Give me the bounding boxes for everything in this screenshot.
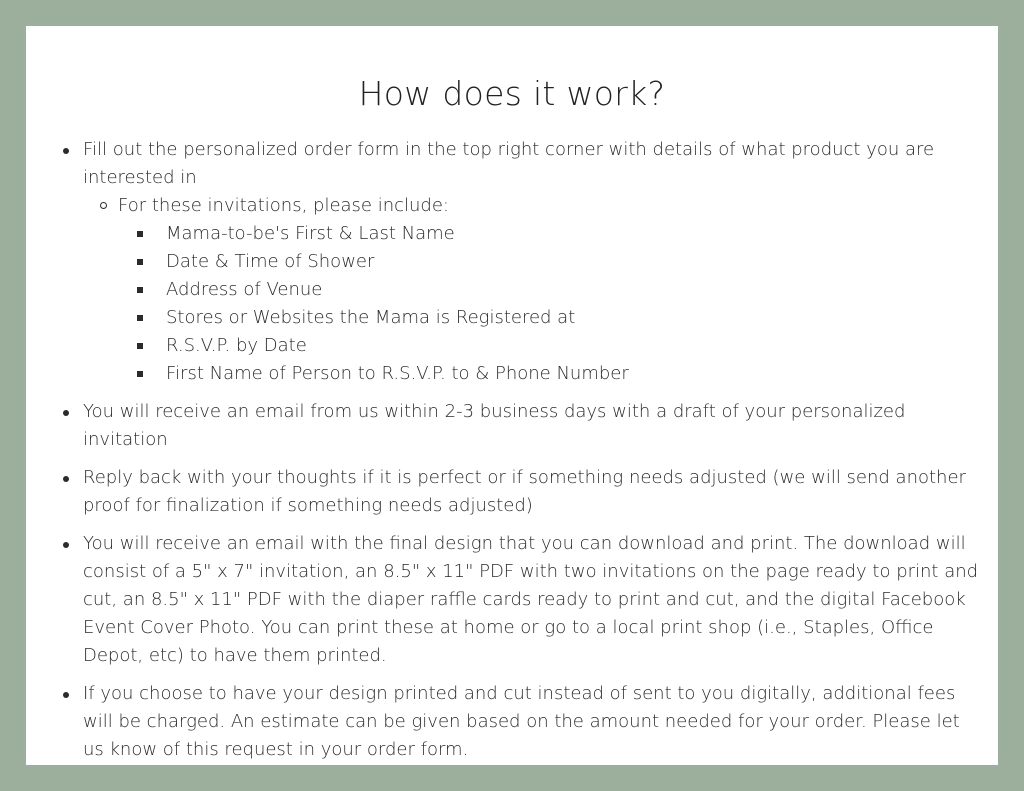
step-item: You will receive an email from us within 2-3 business days with a draft of your personalized invitation [83,398,983,454]
requirements-list [118,220,983,388]
requirement-item: Date & Time of Shower [166,248,983,276]
step-item: You will receive an email with the final design that you can download and print. The download will consist of a 5" x 7" invitation, an 8.5" x 11" PDF with two invitations on the page ready to print and cut, an 8.5" x 11" PDF with the diaper raffle cards ready to print and cut, and the digital Facebook Event Cover Photo. You can print these at home or go to a local print shop (i.e., Staples, Office Depot, etc) to have them printed. [83,530,983,670]
requirement-item: R.S.V.P. by Date [166,332,983,360]
step-text: Fill out the personalized order form in the top right corner with details of what product you are interested in [83,139,935,188]
requirement-item: Address of Venue [166,276,983,304]
info-card [26,26,998,765]
sub-list [83,192,983,388]
sub-item [118,192,983,388]
step-item [83,136,983,388]
page-title: How does it work? [358,74,666,113]
steps-list [83,136,983,774]
requirement-item: First Name of Person to R.S.V.P. to & Phone Number [166,360,983,388]
requirement-item: Mama-to-be's First & Last Name [166,220,983,248]
sub-item-text: For these invitations, please include: [118,195,449,216]
step-item: Reply back with your thoughts if it is perfect or if something needs adjusted (we will send another proof for finalization if something needs adjusted) [83,464,983,520]
step-item: If you choose to have your design printed and cut instead of sent to you digitally, additional fees will be charged. An estimate can be given based on the amount needed for your order. Please let us know of this request in your order form. [83,680,983,764]
requirement-item: Stores or Websites the Mama is Registered at [166,304,983,332]
